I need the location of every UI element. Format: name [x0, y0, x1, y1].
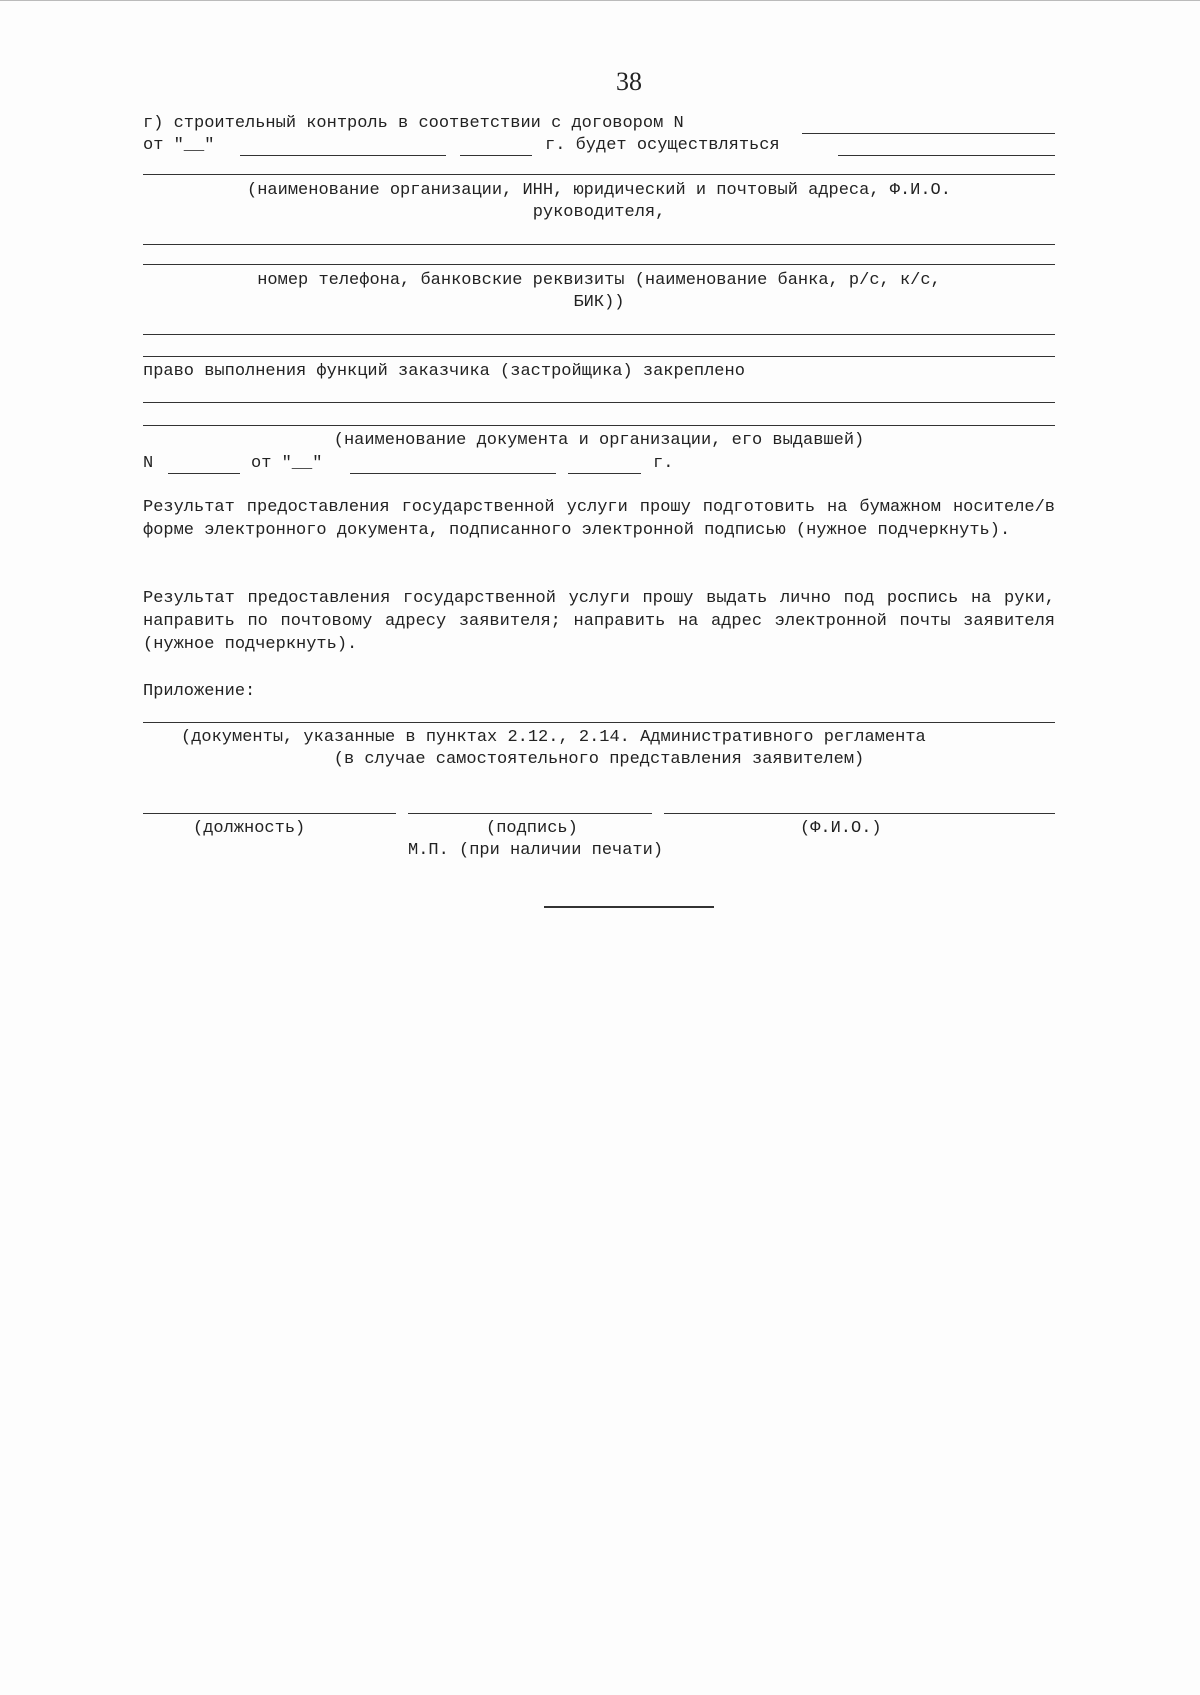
result-prepare-paragraph: Результат предоставления государственной услуги прошу подготовить на бумажном носителе/в форме электронного документа, подписанного электронной подписью (нужное подчеркнуть). [143, 498, 1055, 540]
document-number-field[interactable] [168, 473, 240, 474]
phone-caption-line2: БИК)) [573, 293, 625, 312]
phone-caption-line1: номер телефона, банковские реквизиты (наименование банка, р/с, к/с, [257, 271, 941, 290]
result-issue-paragraph: Результат предоставления государственной услуги прошу выдать лично под роспись на руки, направить по почтовому адресу заявителя; направить на адрес электронной почты заявителя (нужное подчеркнуть). [143, 589, 1055, 654]
signature-field[interactable] [408, 813, 652, 814]
end-rule [544, 906, 714, 908]
right-document-field[interactable] [143, 402, 1055, 403]
appendix-label: Приложение: [143, 682, 256, 701]
position-field[interactable] [143, 813, 396, 814]
fio-caption: (Ф.И.О.) [800, 819, 882, 838]
stamp-note: М.П. (при наличии печати) [408, 841, 664, 860]
document-date-prefix: от "__" [251, 454, 323, 473]
document-date-year-field[interactable] [568, 473, 641, 474]
construction-control-text: г) строительный контроль в соответствии с договором N [143, 114, 684, 133]
contract-date-month-field[interactable] [240, 155, 446, 156]
page-number: 38 [616, 67, 642, 96]
contract-number-field[interactable] [802, 133, 1055, 134]
org-caption-line2: руководителя, [532, 203, 666, 222]
scan-edge [0, 0, 1200, 1]
contract-date-year-field[interactable] [460, 155, 532, 156]
document-date-suffix: г. [653, 454, 674, 473]
right-document-field-2[interactable] [143, 425, 1055, 426]
document-date-month-field[interactable] [350, 473, 556, 474]
document-caption: (наименование документа и организации, его выдавшей) [333, 431, 865, 450]
appendix-caption-line2: (в случае самостоятельного представления заявителем) [333, 750, 865, 769]
bank-details-field-2[interactable] [143, 356, 1055, 357]
contract-date-prefix: от "__" [143, 136, 215, 155]
bank-details-field[interactable] [143, 334, 1055, 335]
contract-date-suffix: г. будет осуществляться [545, 136, 780, 155]
org-details-field[interactable] [143, 174, 1055, 175]
customer-right-text: право выполнения функций заказчика (застройщика) закреплено [143, 362, 745, 381]
position-caption: (должность) [193, 819, 306, 838]
signature-caption: (подпись) [486, 819, 578, 838]
fio-field[interactable] [664, 813, 1055, 814]
org-details-field-2[interactable] [143, 244, 1055, 245]
document-number-label: N [143, 454, 154, 473]
phone-details-field[interactable] [143, 264, 1055, 265]
appendix-caption-line1: (документы, указанные в пунктах 2.12., 2.14. Административного регламента [181, 728, 926, 747]
control-performer-field[interactable] [838, 155, 1055, 156]
org-caption-line1: (наименование организации, ИНН, юридический и почтовый адреса, Ф.И.О. [247, 181, 951, 200]
appendix-field[interactable] [143, 722, 1055, 723]
